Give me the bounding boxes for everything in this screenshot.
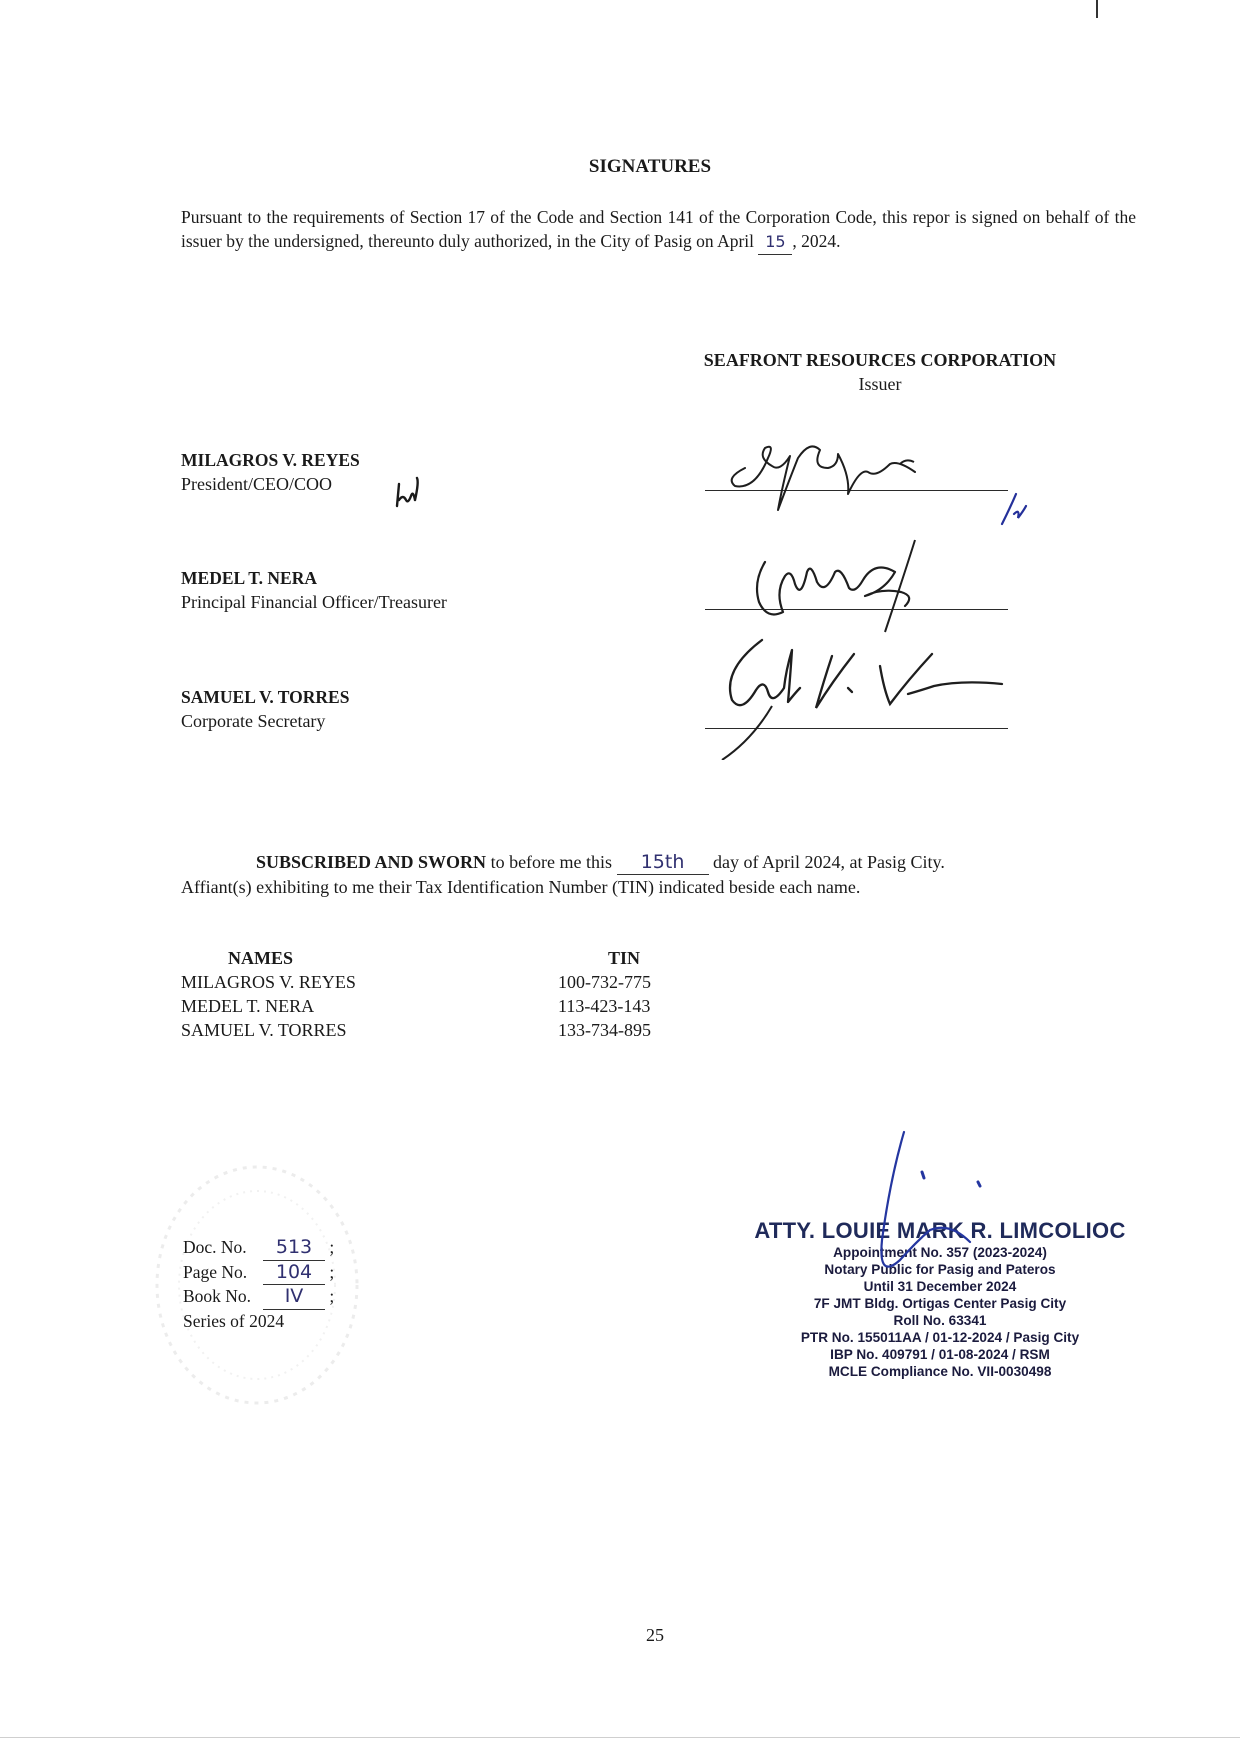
tin-cell: 113-423-143 [558,996,651,1016]
notary-line: PTR No. 155011AA / 01-12-2024 / Pasig City [800,1330,1080,1345]
company-name: SEAFRONT RESOURCES CORPORATION [703,350,1057,370]
series-line: Series of 2024 [183,1310,285,1331]
intro-paragraph [181,205,1136,255]
tin-cell: 133-734-895 [558,1020,651,1040]
officer-initials [393,476,423,515]
jurat-line-1 [181,850,1081,875]
jurat-text-2: day of April 2024, at Pasig City. [713,852,945,872]
book-no-line: Book No. IV ; [183,1285,334,1310]
notary-line: Roll No. 63341 [893,1313,987,1328]
table-row [181,994,690,1018]
tin-cell: 100-732-775 [558,972,651,992]
doc-no-label: Doc. No. [183,1237,247,1257]
book-no-blank [263,1285,325,1310]
tin-table [181,946,690,1042]
notary-line: MCLE Compliance No. VII-0030498 [828,1364,1052,1379]
notary-line: 7F JMT Bldg. Ortigas Center Pasig City [813,1296,1067,1311]
jurat [181,850,1081,899]
initial-mark-blue [996,488,1036,533]
names-header: NAMES [228,948,294,968]
page-no-line: Page No. 104 ; [183,1261,334,1286]
page-no-value: 104 [275,1260,313,1283]
page-number: 25 [646,1625,664,1645]
officer-2 [181,566,447,614]
name-cell: MEDEL T. NERA [181,996,315,1016]
intro-text: Pursuant to the requirements of Section 17 of the Code and Section 141 of the Corporation Code, this repor is signed on behalf of the issuer by the undersigned, thereunto duly authorized, in the City of Pasig on April [181,207,1136,251]
officer-1 [181,448,360,496]
notary-line: Appointment No. 357 (2023-2024) [833,1245,1047,1260]
notary-line: Notary Public for Pasig and Pateros [824,1262,1056,1277]
intro-end: , 2024. [792,231,841,251]
page-no-label: Page No. [183,1261,248,1282]
scan-mark [1096,0,1098,18]
officer-name: MILAGROS V. REYES [181,450,360,470]
book-no-value: IV [284,1285,304,1307]
officer-name: MEDEL T. NERA [181,568,317,588]
notary-signature [860,1130,1020,1315]
issuer-block [600,348,1160,396]
jurat-day-blank [617,850,709,875]
jurat-lead: SUBSCRIBED AND SWORN [256,852,487,872]
officer-name: SAMUEL V. TORRES [181,687,350,707]
date-day-blank [758,229,792,255]
tin-table-header [181,946,690,970]
table-row [181,970,690,994]
name-cell: MILAGROS V. REYES [181,972,356,992]
page-bottom-edge [0,1737,1240,1738]
doc-no-line: Doc. No. 513 ; [183,1236,334,1261]
company-role: Issuer [858,374,902,394]
notary-line: IBP No. 409791 / 01-08-2024 / RSM [830,1347,1050,1362]
page-title: SIGNATURES [588,156,712,177]
officer-title: Principal Financial Officer/Treasurer [181,592,447,612]
notary-name: ATTY. LOUIE MARK R. LIMCOLIOC [754,1218,1126,1243]
table-row [181,1018,690,1042]
name-cell: SAMUEL V. TORRES [181,1020,347,1040]
officer-title: President/CEO/COO [181,474,332,494]
jurat-day-handwritten: 15th [640,851,685,873]
page-no-blank [263,1261,325,1286]
jurat-line-2: Affiant(s) exhibiting to me their Tax Identification Number (TIN) indicated beside each name. [181,877,861,897]
book-no-label: Book No. [183,1286,252,1306]
notary-line: Until 31 December 2024 [863,1279,1017,1294]
doc-no-value: 513 [275,1236,313,1258]
date-day-handwritten: 15 [765,232,786,251]
signature-reyes [720,428,980,523]
jurat-text-1: to before me this [490,852,613,872]
officer-3 [181,685,349,733]
tin-header: TIN [607,948,640,968]
doc-no-blank [263,1236,325,1261]
notarial-register [183,1236,334,1333]
signature-torres [712,630,1012,765]
officer-title: Corporate Secretary [181,711,326,731]
